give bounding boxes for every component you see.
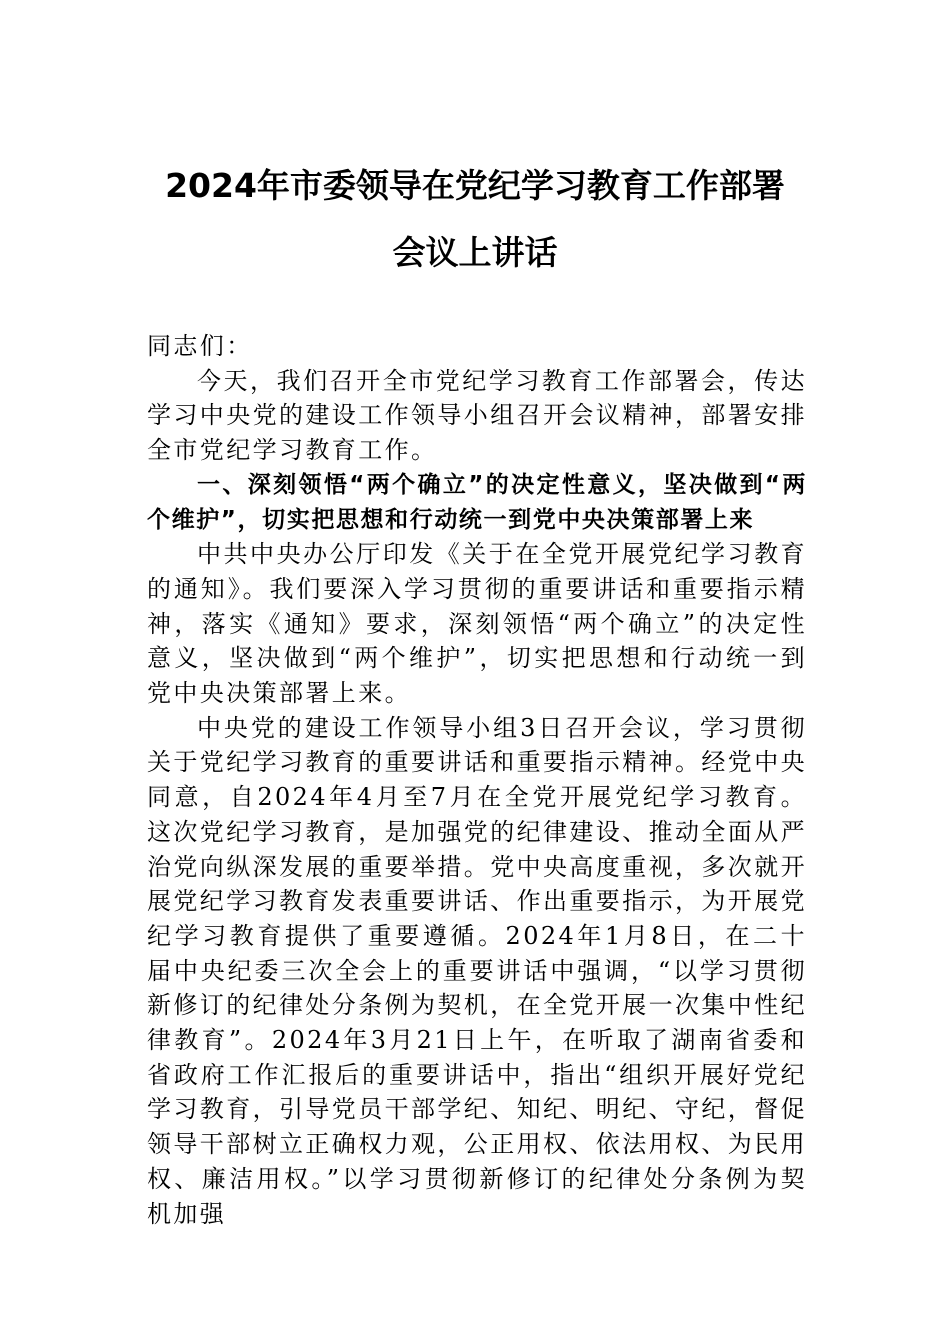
body-paragraph-2: 中央党的建设工作领导小组3日召开会议，学习贯彻关于党纪学习教育的重要讲话和重要指示精神。经党中央同意，自2024年4月至7月在全党开展党纪学习教育。这次党纪学习教育，是加强党的纪律建设、推动全面从严治党向纵深发展的重要举措。党中央高度重视，多次就开展党纪学习教育发表重要讲话、作出重要指示，为开展党纪学习教育提供了重要遵循。2024年1月8日，在二十届中央纪委三次全会上的重要讲话中强调，“以学习贯彻新修订的纪律处分条例为契机，在全党开展一次集中性纪律教育”。2024年3月21日上午，在听取了湖南省委和省政府工作汇报后的重要讲话中，指出“组织开展好党纪学习教育，引导党员干部学纪、知纪、明纪、守纪，督促领导干部树立正确权力观，公正用权、依法用权、为民用权、廉洁用权。”以学习贯彻新修订的纪律处分条例为契机加强 [147,713,807,1228]
document-title-line-1: 2024年市委领导在党纪学习教育工作部署 [165,166,785,205]
intro-paragraph: 今天，我们召开全市党纪学习教育工作部署会，传达学习中央党的建设工作领导小组召开会议精神，部署安排全市党纪学习教育工作。 [147,366,807,465]
salutation: 同志们： [147,332,253,360]
section-heading-1: 一、深刻领悟“两个确立”的决定性意义，坚决做到“两个维护”，切实把思想和行动统一到党中央决策部署上来 [147,471,807,533]
body-paragraph-1: 中共中央办公厅印发《关于在全党开展党纪学习教育的通知》。我们要深入学习贯彻的重要讲话和重要指示精神，落实《通知》要求，深刻领悟“两个确立”的决定性意义，坚决做到“两个维护”，切实把思想和行动统一到党中央决策部署上来。 [147,540,807,708]
document-body [147,329,807,1231]
document-title-line-2: 会议上讲话 [392,233,558,272]
